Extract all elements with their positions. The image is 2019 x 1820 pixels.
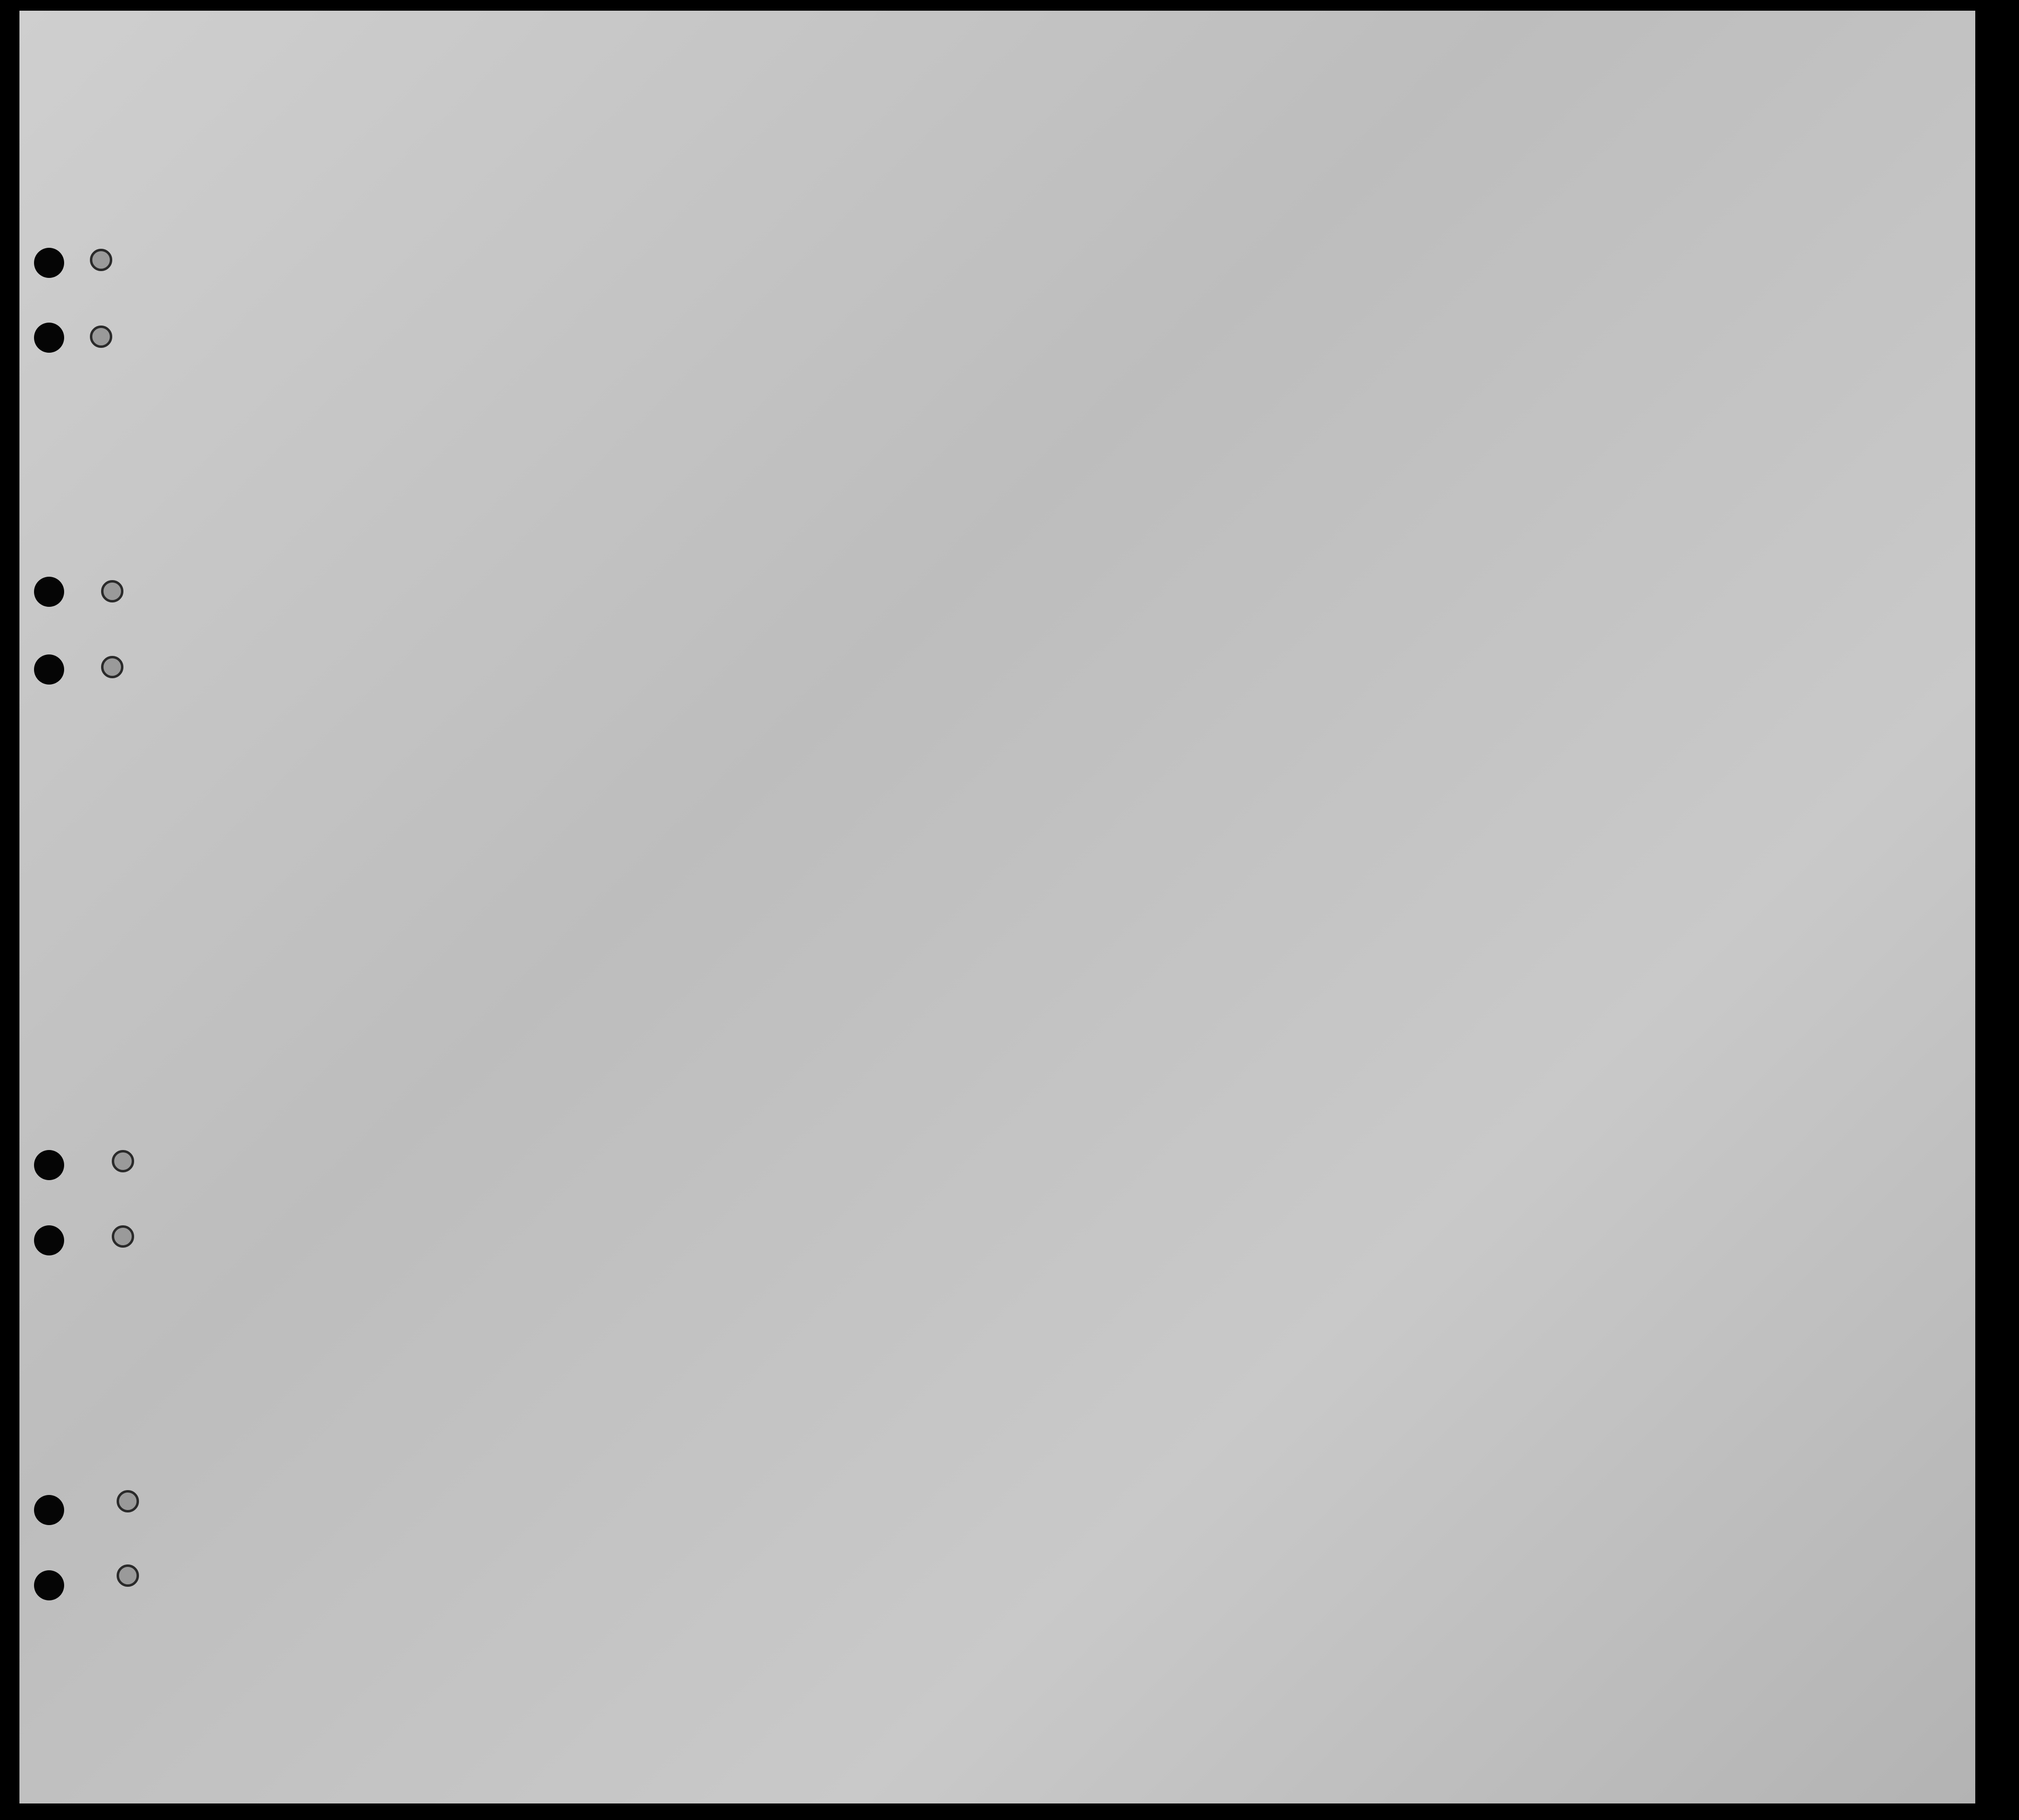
punch-hole: [117, 1490, 139, 1512]
punch-hole: [34, 577, 64, 607]
punch-hole: [34, 248, 64, 278]
punch-hole: [101, 656, 123, 678]
punch-hole: [112, 1150, 134, 1172]
punch-hole: [112, 1225, 134, 1248]
punch-hole: [34, 1225, 64, 1255]
punch-hole: [34, 654, 64, 685]
manifest-sheet: [19, 11, 1975, 1803]
punch-hole: [90, 249, 112, 271]
table-grid: [19, 11, 1975, 1803]
punch-hole: [34, 1150, 64, 1180]
punch-hole: [101, 580, 123, 602]
punch-hole: [117, 1564, 139, 1587]
punch-hole: [90, 326, 112, 348]
punch-hole: [34, 1495, 64, 1525]
punch-hole: [34, 1570, 64, 1600]
punch-hole: [34, 323, 64, 353]
